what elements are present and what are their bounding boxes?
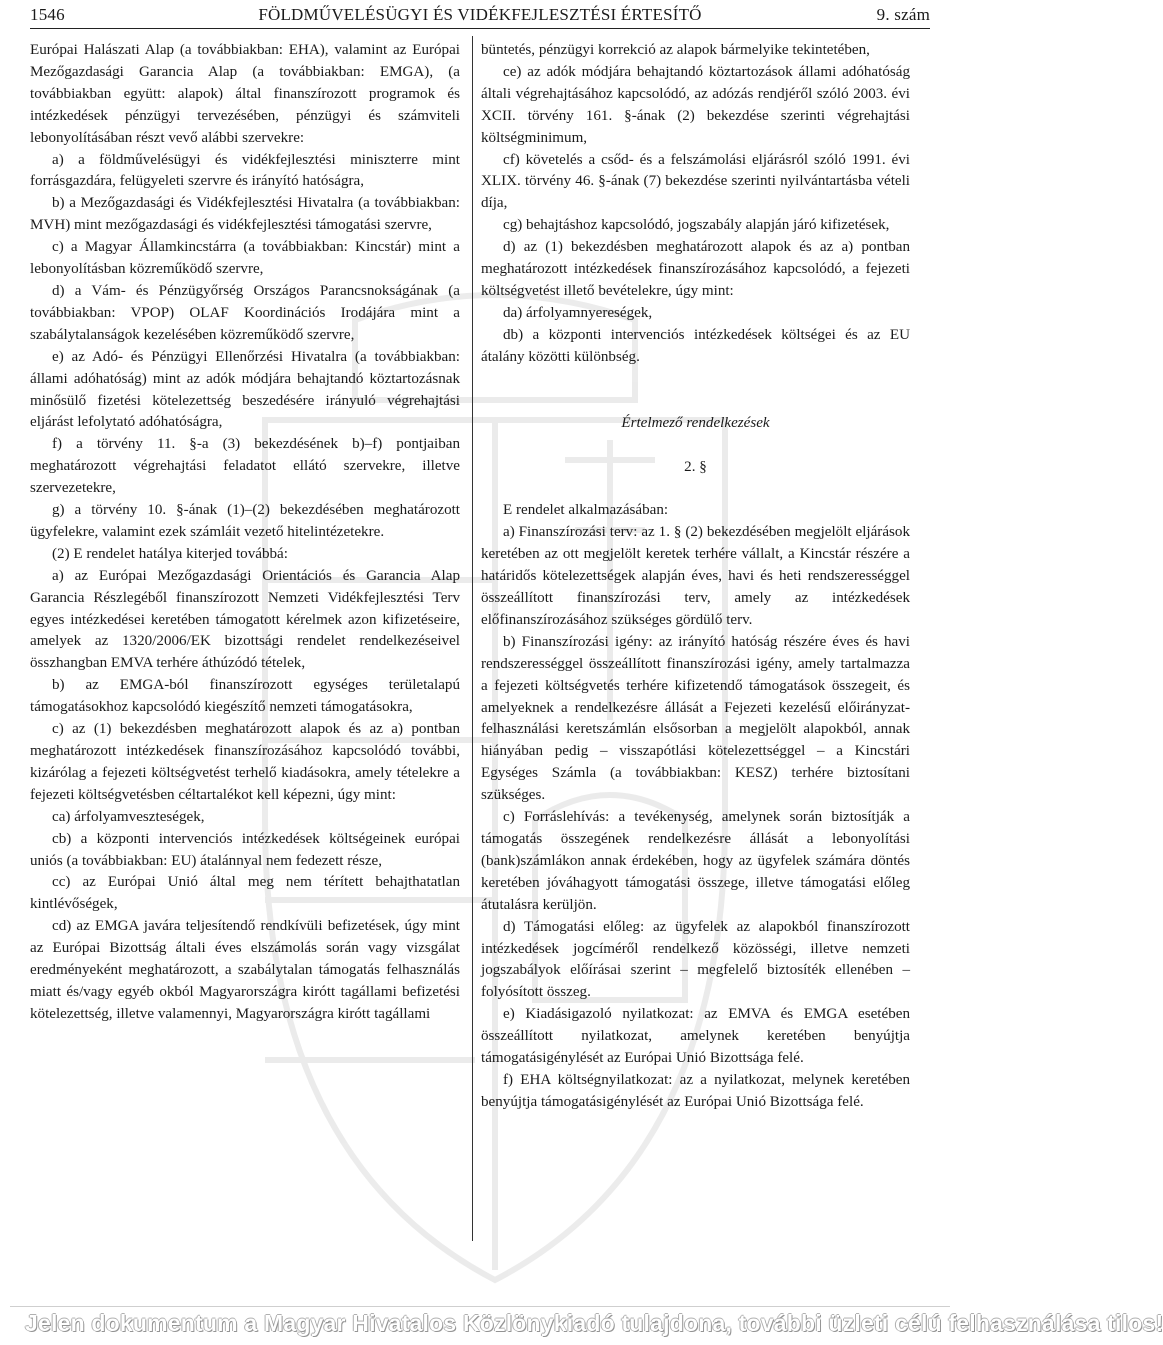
list-item: c) az (1) bekezdésben meghatározott alapok és az a) pontban meghatározott intézkedések finanszírozásához kapcsolódó további, kizárólag a fejezeti költségvetést terhelő kiadásokra, amely tételekre a fejezeti költségvetésben céltartalékot kell képezni, úgy mint: xyxy=(30,721,460,803)
list-item: e) az Adó- és Pénzügyi Ellenőrzési Hivatalra (a továbbiakban: állami adóhatóság) mint az adók módjára behajtandó köztartozásnak minősülő fizetési kötelezettség beszedésére irányuló végrehajtási eljárást lefolytató adóhatóságra, xyxy=(30,348,460,431)
left-column xyxy=(30,40,460,1026)
page-header xyxy=(30,2,930,29)
list-item: cf) követelés a csőd- és a felszámolási eljárásról szóló 1991. évi XLIX. törvény 46. §-ának (7) bekezdése szerinti nyilvántartásba vételi díja, xyxy=(481,151,910,212)
spacer xyxy=(481,369,910,391)
list-item: ce) az adók módjára behajtandó köztartozások állami adóhatóság általi végrehajtásához kapcsolódó, az adózás rendjéről szóló 2003. évi XCII. törvény 161. §-ának (2) bekezdése szerinti végrehajtási költségminimum, xyxy=(481,63,910,146)
section-number: 2. § xyxy=(684,458,707,475)
list-item: b) az EMGA-ból finanszírozott egységes területalapú támogatásokhoz kapcsolódó kiegészítő nemzeti támogatásokra, xyxy=(30,677,460,716)
section-heading: Értelmező rendelkezések xyxy=(621,414,770,431)
definition-item: f) EHA költségnyilatkozat: az a nyilatkozat, melynek keretében benyújtja támogatásigénylését az Európai Unió Bizottsága felé. xyxy=(481,1071,910,1110)
right-column xyxy=(481,40,910,1114)
list-item: d) a Vám- és Pénzügyőrség Országos Parancsnokságának (a továbbiakban: VPOP) OLAF Koordinációs Irodájára mint a szabálytalanságok kezelésében közreműködő szervre, xyxy=(30,282,460,343)
definition-item: e) Kiadásigazoló nyilatkozat: az EMVA és EMGA esetében összeállított nyilatkozat, amelynek keretében benyújtja támogatásigénylését az Európai Unió Bizottsága felé. xyxy=(481,1006,910,1067)
list-item: f) a törvény 11. §-a (3) bekezdésének b)–f) pontjaiban meghatározott végrehajtási feladatot ellátó szervekre, illetve szervezetekre, xyxy=(30,436,460,497)
intro-paragraph: Európai Halászati Alap (a továbbiakban: EHA), valamint az Európai Mezőgazdasági Garancia Alap (a továbbiakban: EMGA), (a továbbiakban együtt: alapok) által finanszírozott programok és intézkedések pénzügyi tervezésében, pénzügyi és számviteli lebonyolításában részt vevő alábbi szervekre: xyxy=(30,42,460,146)
list-item: cc) az Európai Unió által meg nem térített behajthatatlan kintlévőségek, xyxy=(30,874,460,913)
continuation-text: büntetés, pénzügyi korrekció az alapok bármelyike tekintetében, xyxy=(481,42,870,58)
list-item: b) a Mezőgazdasági és Vidékfejlesztési Hivatalra (a továbbiakban: MVH) mint mezőgazdasági és vidékfejlesztési támogatási szervre, xyxy=(30,195,460,234)
issue-number: 9. szám xyxy=(876,5,930,24)
journal-title: FÖLDMŰVELÉSÜGYI ÉS VIDÉKFEJLESZTÉSI ÉRTESÍTŐ xyxy=(258,5,702,24)
spacer xyxy=(481,478,910,500)
footer-rule xyxy=(10,1306,950,1307)
list-item: cb) a központi intervenciós intézkedések költségeinek európai uniós (a továbbiakban: EU) átalánnyal nem fedezett része, xyxy=(30,830,460,869)
spacer xyxy=(481,435,910,457)
definition-item: d) Támogatási előleg: az ügyfelek az alapokból finanszírozott intézkedések jogcíméről rendelkező közösségi, illetve nemzeti jogszabályok előírásai szerint – megfelelő biztosíték ellenében – folyósított összeg. xyxy=(481,918,910,1001)
definition-item: b) Finanszírozási igény: az irányító hatóság részére éves és havi rendszerességgel összeállított finanszírozási igény, amely tartalmazza a fejezeti költségvetés terhére kifizetendő támogatások összegeit, és amelyeknek a rendelkezésre állását a Fejezeti kezelésű előirányzat-felhasználási keretszámlán elsősorban a megjelölt alapokból, annak hiányában pedig – visszapótlási kötelezettséggel – a Kincstári Egységes Számla (a továbbiakban: KESZ) terhére biztosítani szükséges. xyxy=(481,633,910,804)
list-item: d) az (1) bekezdésben meghatározott alapok és az a) pontban meghatározott intézkedések finanszírozásához kapcsolódó, a fejezeti költségvetést illető bevételekre, úgy mint: xyxy=(481,239,910,299)
paragraph-2: (2) E rendelet hatálya kiterjed továbbá: xyxy=(52,545,288,562)
list-item: cg) behajtáshoz kapcsolódó, jogszabály alapján járó kifizetések, xyxy=(503,217,890,234)
list-item: ca) árfolyamveszteségek, xyxy=(52,808,205,825)
list-item: a) a földművelésügyi és vidékfejlesztési miniszterre mint forrásgazdára, felügyeleti szervre és irányító hatóságra, xyxy=(30,151,460,190)
list-item: c) a Magyar Államkincstárra (a továbbiakban: Kincstár) mint a lebonyolításban közreműködő szervre, xyxy=(30,239,460,278)
definition-item: c) Forráslehívás: a tevékenység, amelynek során biztosítják a támogatás összegének rendelkezésre állását a lebonyolítási (bank)számlákon annak érdekében, hogy az ügyfelek számára döntés keretében jóváhagyott támogatási összege, illetve támogatási előleg átutalásra kerüljön. xyxy=(481,809,910,913)
definitions-intro: E rendelet alkalmazásában: xyxy=(503,502,669,519)
list-item: da) árfolyamnyereségek, xyxy=(503,304,653,321)
list-item: cd) az EMGA javára teljesítendő rendkívüli befizetések, úgy mint az Európai Bizottság általi éves elszámolás során vagy vizsgálat eredményeként meghatározott, a szabálytalan támogatás felhasználás miatt és/vagy egyéb okból Magyarországra kirótt tagállami befizetési kötelezettség, illetve valamennyi, Magyarországra kirótt tagállami xyxy=(30,918,460,1022)
definition-item: a) Finanszírozási terv: az 1. § (2) bekezdésében megjelölt eljárások keretében az ott megjelölt keretek terhére vállalt, a Kincstár részére a határidős kötelezettségek alapján éves, havi és heti rendszerességgel összeállított finanszírozási terv, amely az intézkedések előfinanszírozásához szükséges gördülő terv. xyxy=(481,524,910,628)
page-number: 1546 xyxy=(30,5,65,24)
copyright-footer xyxy=(25,1310,1163,1342)
list-item: db) a központi intervenciós intézkedések költségei és az EU átalány közötti különbség. xyxy=(481,326,910,365)
spacer xyxy=(481,391,910,413)
list-item: g) a törvény 10. §-ának (1)–(2) bekezdésében meghatározott ügyfelekre, valamint ezek számláit vezető hitelintézetekre. xyxy=(30,502,460,540)
copyright-notice: Jelen dokumentum a Magyar Hivatalos Közlönykiadó tulajdona, további üzleti célú felhasználása tilos! xyxy=(25,1310,1163,1336)
list-item: a) az Európai Mezőgazdasági Orientációs és Garancia Alap Garancia Részlegéből finanszírozott Nemzeti Vidékfejlesztési Terv egyes intézkedései keretében támogatott kérelmek azon kifizetéseire, amelyek az 1320/2006/EK bizottsági rendelet rendelkezéseivel összhangban EMVA terhére áthúzódó tételek, xyxy=(30,567,460,672)
column-divider xyxy=(472,36,473,1241)
